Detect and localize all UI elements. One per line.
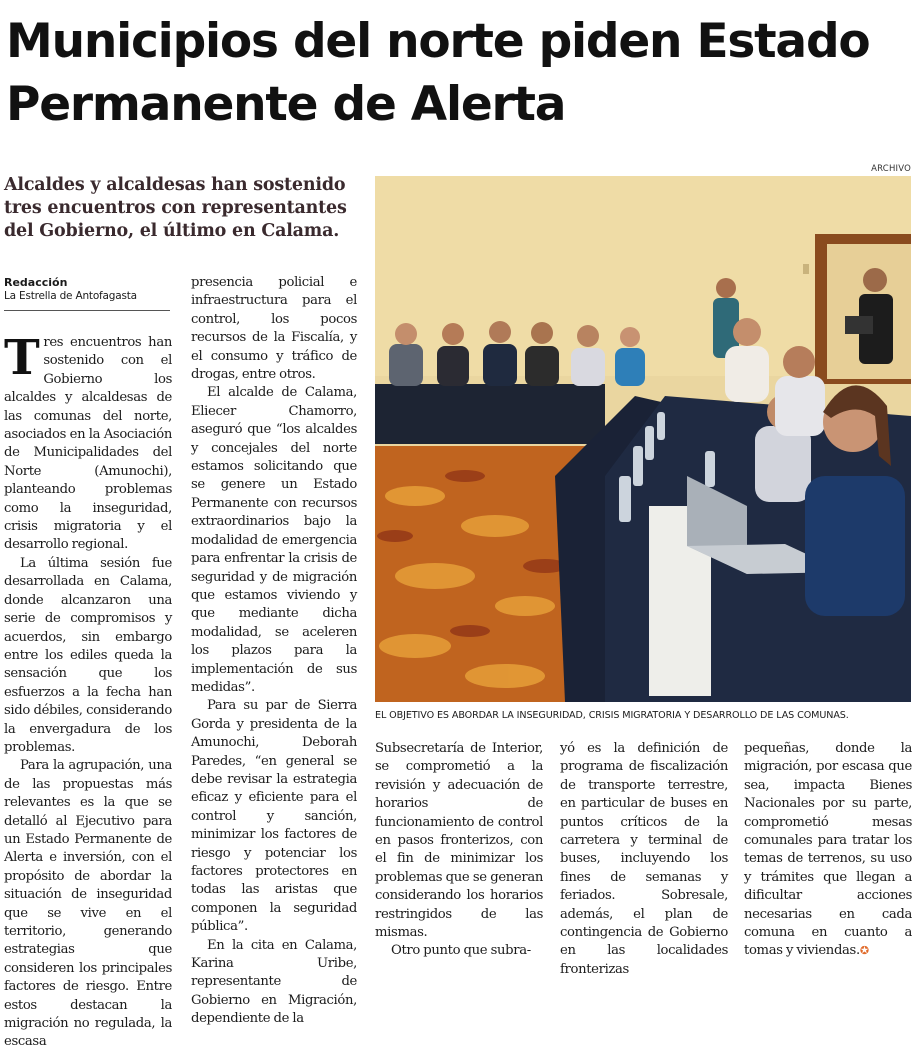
meeting-photo-illustration: [375, 176, 911, 702]
body-paragraph: Subsecretaría de Interior, se comprometió a la revisión y adecuación de horarios de funcionamiento de control en pasos fronterizos, con el fin de minimizar los problemas que se generan considerando los horarios restringidos de las mismas.: [375, 741, 543, 941]
body-paragraph: Tres encuentros han sostenido con el Gobierno los alcaldes y alcaldesas de las comunas del norte, asociados en la Asociación de Municipalidades del Norte (Amunochi), planteando problemas como la inseguridad, crisis migratoria y el desarrollo regional.: [4, 330, 172, 553]
drop-cap: T: [4, 330, 40, 386]
byline: [4, 276, 172, 311]
end-of-article-icon: ✪: [859, 944, 869, 958]
body-paragraph: El alcalde de Calama, Eliecer Chamorro, aseguró que “los alcaldes y concejales del norte estamos solicitando que se genere un Estado Permanente con recursos extraordinarios bajo la modalidad de emergencia para enfrentar la crisis de seguridad y de migración que estamos viviendo y que mediante dicha modalidad, se aceleren los plazos para la implementación de sus medidas”.: [191, 385, 357, 695]
body-column-5: [744, 740, 912, 959]
body-paragraph: Para su par de Sierra Gorda y presidenta de la Amunochi, Deborah Paredes, “en general se debe revisar la estrategia eficaz y eficiente para el control y sanción, minimizar los factores de riesgo y potenciar los factores protectores en todas las aristas que componen la seguridad pública”.: [191, 698, 357, 935]
body-paragraph: presencia policial e infraestructura para el control, los pocos recursos de la Fiscalía, y el consumo y tráfico de drogas, entre otros.: [191, 275, 357, 383]
body-paragraph: Para la agrupación, una de las propuestas más relevantes es la que se detalló al Ejecutivo para un Estado Permanente de Alerta e inversión, con el propósito de abordar la situación de inseguridad que se vive en el territorio, generando estrategias que consideren los principales factores de riesgo. Entre estos destacan la migración no regulada, la escasa: [4, 758, 172, 1050]
meeting-photo: [375, 176, 911, 702]
body-paragraph: La última sesión fue desarrollada en Calama, donde alcanzaron una serie de compromisos y acuerdos, sin embargo entre los ediles queda la sensación que los esfuerzos a la fecha han sido débiles, considerando la envergadura de los problemas.: [4, 555, 172, 755]
body-column-3: [375, 740, 543, 959]
byline-divider: [4, 310, 170, 311]
body-column-1: [4, 330, 172, 1050]
body-paragraph: pequeñas, donde la migración, por escasa que sea, impacta Bienes Nacionales por su parte, comprometió mesas comunales para tratar los temas de terrenos, su uso y trámites que llegan a dificultar acciones necesarias en cada comuna en cuanto a tomas y viviendas.✪: [744, 741, 912, 959]
body-column-4: [560, 740, 728, 977]
photo-credit: ARCHIVO: [871, 164, 911, 174]
byline-author: Redacción: [4, 276, 68, 289]
article-deck: Alcaldes y alcaldesas han sostenido tres encuentros con representantes del Gobierno, el último en Calama.: [4, 175, 347, 241]
photo-caption: EL OBJETIVO ES ABORDAR LA INSEGURIDAD, CRISIS MIGRATORIA Y DESARROLLO DE LAS COMUNAS.: [375, 710, 849, 721]
body-paragraph: Otro punto que subra-: [391, 943, 531, 959]
body-paragraph: yó es la definición de programa de fiscalización de transporte terrestre, en particular de buses en puntos críticos de la carretera y terminal de buses, incluyendo los fines de semanas y feriados. Sobresale, además, el plan de contingencia de Gobierno en las localidades fronterizas: [560, 741, 728, 977]
headline: Municipios del norte piden Estado Permanente de Alerta: [6, 14, 870, 132]
byline-source: La Estrella de Antofagasta: [4, 290, 137, 302]
body-paragraph: En la cita en Calama, Karina Uribe, representante de Gobierno en Migración, dependiente de la: [191, 937, 357, 1027]
body-column-2: [191, 274, 357, 1027]
